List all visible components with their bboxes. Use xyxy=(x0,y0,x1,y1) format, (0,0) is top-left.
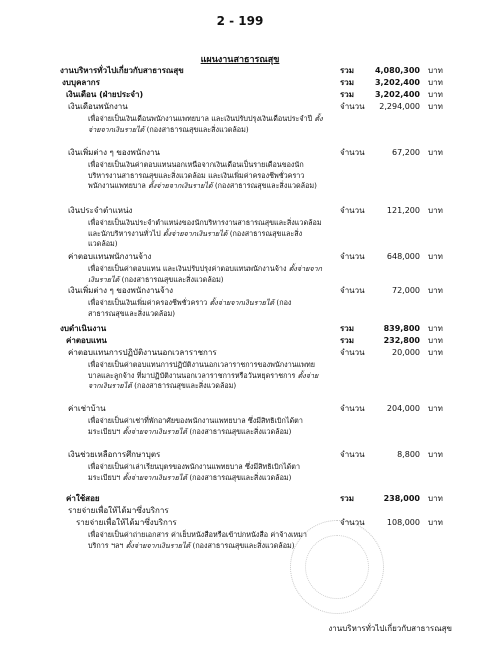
item-title: เงินเดือน (ฝ่ายประจำ) xyxy=(66,90,144,99)
funding-source: ตั้งจ่ายจากเงินรายได้ xyxy=(88,264,322,284)
row-amount: 2,294,000 xyxy=(379,102,420,111)
department-note: (กองสาธารณสุขและสิ่งแวดล้อม) xyxy=(190,540,295,550)
row-unit: บาท xyxy=(428,518,443,527)
item-description xyxy=(88,298,324,319)
row-amount: 4,080,300 xyxy=(374,66,420,75)
row-amount: 3,202,400 xyxy=(374,90,420,99)
row-amount: 108,000 xyxy=(386,518,420,527)
item-title: ค่าตอบแทนการปฏิบัติงานนอกเวลาราชการ xyxy=(68,348,217,357)
row-unit: บาท xyxy=(428,324,443,333)
row-unit: บาท xyxy=(428,148,443,157)
description-text: เพื่อจ่ายเป็นค่าตอบแทนการปฏิบัติงานนอกเวลาราชการของพนักงานแพทยบาลและลูกจ้าง ที่มาปฏิบัติงานนอกเวลาราชการหรือวันหยุดราชการ xyxy=(88,360,315,380)
item-title: งานบริหารทั่วไปเกี่ยวกับสาธารณสุข xyxy=(60,66,184,75)
description-text: เพื่อจ่ายเป็นเงินเพิ่มค่าครองชีพชั่วคราว xyxy=(88,298,210,307)
row-amount: 72,000 xyxy=(392,286,420,295)
item-title: เงินช่วยเหลือการศึกษาบุตร xyxy=(68,450,161,459)
row-keyword: จำนวน xyxy=(340,348,365,357)
row-unit: บาท xyxy=(428,336,443,345)
row-unit: บาท xyxy=(428,286,443,295)
funding-source: ตั้งจ่ายจากเงินรายได้ xyxy=(122,472,188,482)
page-number: 2 - 199 xyxy=(216,14,264,28)
item-description xyxy=(88,360,324,392)
item-title: ค่าเช่าบ้าน xyxy=(68,404,106,413)
item-title: เงินประจำตำแหน่ง xyxy=(68,206,133,215)
item-title: เงินเพิ่มต่าง ๆ ของพนักงานจ้าง xyxy=(68,286,174,295)
row-keyword: รวม xyxy=(340,90,355,99)
row-unit: บาท xyxy=(428,78,443,87)
department-note: (กองสาธารณสุขและสิ่งแวดล้อม) xyxy=(88,228,303,248)
funding-source: ตั้งจ่ายจากเงินรายได้ xyxy=(88,370,319,390)
department-note: (กองสาธารณสุขและสิ่งแวดล้อม) xyxy=(212,181,317,190)
funding-source: ตั้งจ่ายจากเงินรายได้ xyxy=(148,181,213,190)
row-keyword: รวม xyxy=(340,78,355,87)
department-note: (กองสาธารณสุขและสิ่งแวดล้อม) xyxy=(88,298,292,318)
row-amount: 238,000 xyxy=(383,494,420,503)
item-title: รายจ่ายเพื่อให้ได้มาซึ่งบริการ xyxy=(76,518,177,527)
department-note: (กองสาธารณสุขและสิ่งแวดล้อม) xyxy=(144,124,249,134)
funding-source: ตั้งจ่ายจากเงินรายได้ xyxy=(125,540,191,550)
row-amount: 121,200 xyxy=(386,206,420,215)
row-keyword: จำนวน xyxy=(340,148,365,157)
funding-source: ตั้งจ่ายจากเงินรายได้ xyxy=(122,426,188,436)
item-title: เงินเดือนพนักงาน xyxy=(68,102,128,111)
item-title: ค่าตอบแทนพนักงานจ้าง xyxy=(68,252,152,261)
item-description xyxy=(88,264,324,285)
funding-source: ตั้งจ่ายจากเงินรายได้ xyxy=(162,228,228,238)
description-text: เพื่อจ่ายเป็นเงินค่าตอบแทนนอกเหนือจากเงินเดือนเป็นรายเดือนของนักบริหารงานสาธารณสุขและสิ่งแวดล้อม และเงินเพิ่มค่าครองชีพชั่วคราวพนักงานแพทยบาล xyxy=(88,160,305,190)
item-title: รายจ่ายเพื่อให้ได้มาซึ่งบริการ xyxy=(68,506,169,515)
item-title: เงินเพิ่มต่าง ๆ ของพนักงาน xyxy=(68,148,160,157)
row-keyword: รวม xyxy=(340,66,355,75)
row-unit: บาท xyxy=(428,404,443,413)
row-unit: บาท xyxy=(428,66,443,75)
department-note: (กองสาธารณสุขและสิ่งแวดล้อม) xyxy=(131,381,237,390)
description-text: เพื่อจ่ายเป็นค่าเช่าที่พักอาศัยของพนักงานแพทยบาล ซึ่งมีสิทธิเบิกได้ตามระเบียบฯ xyxy=(88,416,303,436)
plan-title: แผนงานสาธารณสุข xyxy=(200,55,280,65)
row-unit: บาท xyxy=(428,102,443,111)
item-title: งบบุคลากร xyxy=(62,78,100,87)
row-amount: 3,202,400 xyxy=(374,78,420,87)
row-keyword: จำนวน xyxy=(340,102,365,111)
row-keyword: จำนวน xyxy=(340,518,365,527)
description-text: เพื่อจ่ายเป็นค่าถ่ายเอกสาร ค่าเย็บหนังสือหรือเข้าปกหนังสือ ค่าจ้างเหมาบริการ ฯลฯ xyxy=(88,530,307,550)
row-unit: บาท xyxy=(428,206,443,215)
item-description xyxy=(88,218,324,250)
row-amount: 648,000 xyxy=(386,252,420,261)
row-amount: 8,800 xyxy=(397,450,420,459)
description-text: เพื่อจ่ายเป็นเงินประจำตำแหน่งของนักบริหารงานสาธารณสุขและสิ่งแวดล้อม และนักบริหารงานทั่วไป xyxy=(88,218,322,238)
row-keyword: รวม xyxy=(340,336,355,345)
department-note: (กองสาธารณสุขและสิ่งแวดล้อม) xyxy=(187,472,292,482)
item-description xyxy=(88,530,324,551)
row-unit: บาท xyxy=(428,450,443,459)
department-note: (กองสาธารณสุขและสิ่งแวดล้อม) xyxy=(119,274,224,284)
funding-source: ตั้งจ่ายจากเงินรายได้ xyxy=(88,114,323,134)
row-unit: บาท xyxy=(428,252,443,261)
row-keyword: รวม xyxy=(340,324,355,333)
row-keyword: จำนวน xyxy=(340,252,365,261)
description-text: เพื่อจ่ายเป็นเงินเดือนพนักงานแพทยบาล และเงินปรับปรุงเงินเดือนประจำปี xyxy=(88,114,315,123)
item-title: ค่าตอบแทน xyxy=(66,336,107,345)
description-text: เพื่อจ่ายเป็นค่าเล่าเรียนบุตรของพนักงานแพทยบาล ซึ่งมีสิทธิเบิกได้ตามระเบียบฯ xyxy=(88,462,300,482)
row-keyword: จำนวน xyxy=(340,450,365,459)
item-description xyxy=(88,160,324,192)
row-keyword: จำนวน xyxy=(340,206,365,215)
item-description xyxy=(88,462,324,483)
row-amount: 204,000 xyxy=(386,404,420,413)
row-amount: 232,800 xyxy=(383,336,420,345)
item-description xyxy=(88,114,324,135)
item-title: งบดำเนินงาน xyxy=(60,324,107,333)
item-title: ค่าใช้สอย xyxy=(66,494,100,503)
item-description xyxy=(88,416,324,437)
row-unit: บาท xyxy=(428,494,443,503)
row-amount: 20,000 xyxy=(392,348,420,357)
description-text: เพื่อจ่ายเป็นค่าตอบแทน และเงินปรับปรุงค่าตอบแทนพนักงานจ้าง xyxy=(88,264,289,273)
row-keyword: รวม xyxy=(340,494,355,503)
row-unit: บาท xyxy=(428,90,443,99)
row-unit: บาท xyxy=(428,348,443,357)
row-amount: 839,800 xyxy=(383,324,420,333)
page-footer: งานบริหารทั่วไปเกี่ยวกับสาธารณสุข xyxy=(328,624,452,633)
row-keyword: จำนวน xyxy=(340,404,365,413)
funding-source: ตั้งจ่ายจากเงินรายได้ xyxy=(209,298,275,307)
row-amount: 67,200 xyxy=(392,148,420,157)
row-keyword: จำนวน xyxy=(340,286,365,295)
department-note: (กองสาธารณสุขและสิ่งแวดล้อม) xyxy=(187,426,292,436)
